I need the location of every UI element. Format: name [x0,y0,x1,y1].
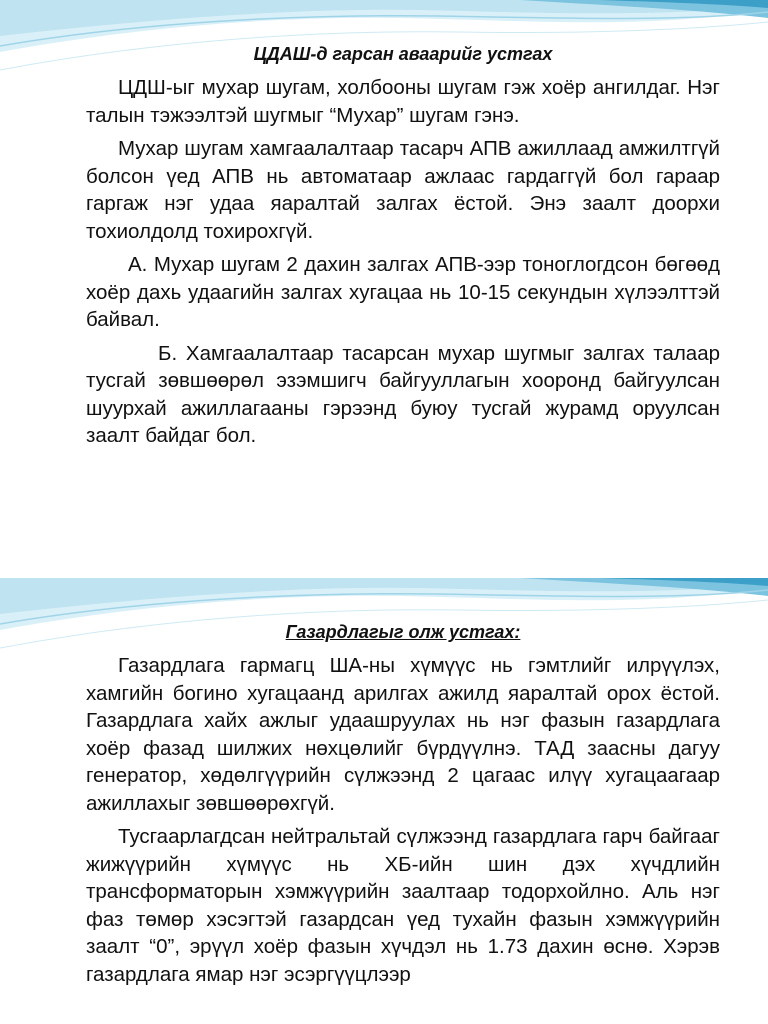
slide-1-paragraph-1: ЦДШ-ыг мухар шугам, холбооны шугам гэж хоёр ангилдаг. Нэг талын тэжээлтэй шугмыг “Мухар” шугам гэнэ. [86,76,720,127]
slide-2-paragraph-2: Тусгаарлагдсан нейтральтай сүлжээнд газардлага гарч байгааг жижүүрийн хүмүүс нь ХБ-ийн шин дэх хүчдлийн трансформаторын хэмжүүрийн заалтаар тодорхойлно. Аль нэг фаз төмөр хэсэгтэй газардсан үед тухайн фазын хэмжүүрийн заалт “0”, эрүүл хоёр фазын хүчдэл нь 1.73 дахин өснө. Хэрэв газардлага ямар нэг эсэргүүцлээр [86,825,720,986]
slide-2-content [86,620,720,994]
slide-2 [0,578,768,1024]
slide-1-title: ЦДАШ-д гарсан аваарийг устгах [253,44,553,64]
slide-1-content [86,42,720,456]
slide-1-paragraph-2: Мухар шугам хамгаалалтаар тасарч АПВ ажиллаад амжилтгүй болсон үед АПВ нь автоматаар ажлаас гардаггүй бол гараар гаргаж нэг удаа яаралтай залгах ёстой. Энэ заалт доорхи тохиолдолд тохирохгүй. [86,137,720,243]
slide-gap [0,512,768,578]
slide-1-list-item-b: Б. Хамгаалалтаар тасарсан мухар шугмыг залгах талаар тусгай зөвшөөрөл эзэмшигч байгууллагын хооронд байгуулсан шуурхай ажиллагааны гэрээнд буюу тусгай журамд оруулсан заалт байдаг бол. [86,341,720,447]
slide-2-paragraph-1: Газардлага гармагц ША-ны хүмүүс нь гэмтлийг илрүүлэх, хамгийн богино хугацаанд арилгах ажилд яаралтай орох ёстой. Газардлага хайх ажлыг удаашруулах нь нэг фазын газардлага хоёр фазад шилжих нөхцөлийг бүрдүүлнэ. ТАД заасны дагуу генератор, хөдөлгүүрийн сүлжээнд 2 цагаас илүү хугацаагаар ажиллахыг зөвшөөрөхгүй. [86,654,720,815]
slide-2-title: Газардлагыг олж устгах: [285,622,521,642]
slide-1-list-item-a: А. Мухар шугам 2 дахин залгах АПВ-ээр тоноглогдсон бөгөөд хоёр дахь удаагийн залгах хугацаа нь 10-15 секундын хүлээлттэй байвал. [86,253,720,331]
